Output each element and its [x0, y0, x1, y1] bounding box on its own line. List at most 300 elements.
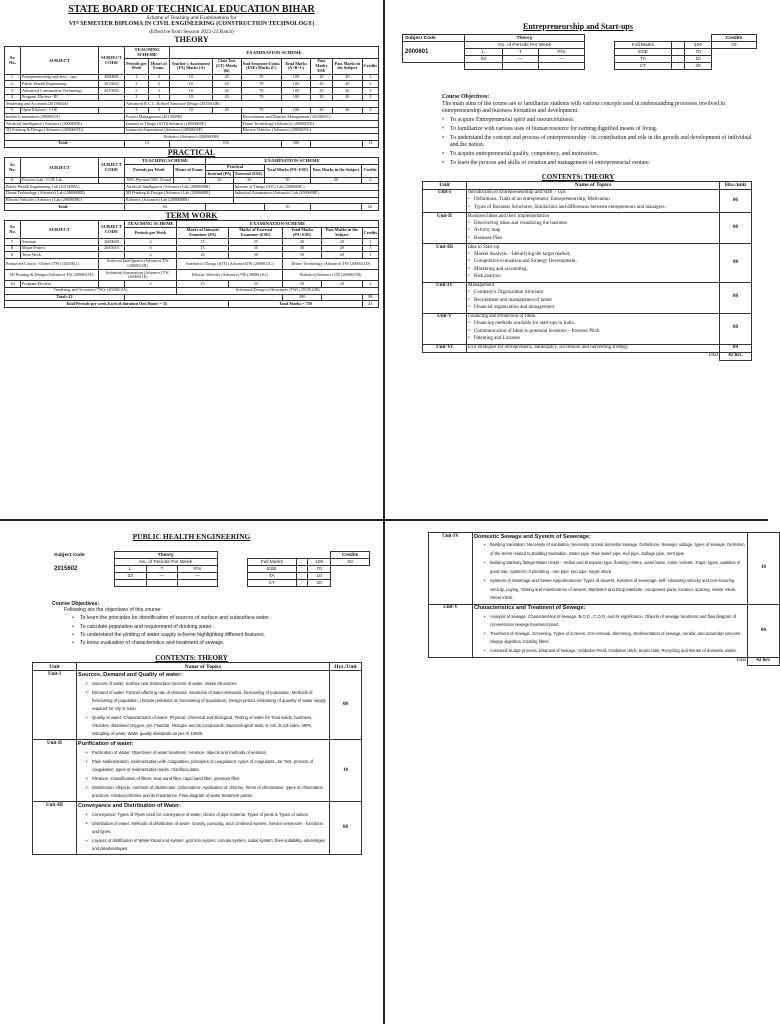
topic-item: • Conveyance: Types of Pipes used for conveyance of water, choice of pipe material, Types of joints & Types of valves.	[86, 811, 328, 819]
cell: 50	[265, 177, 311, 184]
cell: 10	[684, 56, 711, 63]
cell: 28	[310, 88, 332, 95]
cell: T	[147, 566, 178, 573]
col-sr: Sr. No.	[5, 220, 21, 238]
topic-item: • Business Plan	[468, 236, 718, 242]
cell: Advanced Design of Structures (TW) (2015612B)	[177, 287, 379, 294]
cell: 3D Printing & Design (Advance) (2000605G)	[5, 127, 125, 134]
cell: —	[147, 573, 178, 580]
cell: Electric Vehicles (Advance) (2000605G)	[241, 127, 378, 134]
contents-table	[422, 181, 752, 362]
session-text: (Effective from Session 2022-23 Batch)	[149, 28, 234, 35]
objective-item: • To learn the principles for identification of sources of surface and subsurface water.	[72, 615, 371, 621]
cell: 70	[241, 88, 281, 95]
cell: Total Marks = 750	[228, 301, 362, 308]
cell: 10	[170, 94, 212, 101]
cell: 24	[362, 301, 378, 308]
unit-lead: Management	[468, 283, 495, 289]
cell: TA	[247, 573, 296, 580]
unit-row	[33, 802, 362, 855]
col-subject: SUBJECT	[21, 46, 99, 74]
theory-heading: THEORY	[174, 34, 209, 44]
cell: 28	[310, 81, 332, 88]
sub-practical: Practical	[206, 164, 265, 171]
topic-item: • Disinfection: Objects, methods of disinfection, Chlorination- Application of chlorine, forms of chlorination, types of chlorination practices, residual chlorine and its importance, Flow diagram of water treatment plants.	[86, 784, 328, 800]
unit-lead: Financing and Protection of Ideas	[468, 314, 536, 320]
cell: 30	[233, 177, 264, 184]
cell: 3	[125, 81, 149, 88]
cell	[502, 63, 538, 70]
col-teaching: TEACHING SCHEME	[125, 157, 206, 164]
objective-item: • To understand the plotting of water supply scheme highlighting different features.	[72, 632, 371, 638]
cell: —	[538, 56, 585, 63]
topic-item: • Discovering ideas and visualizing the business	[468, 221, 718, 227]
col-exam: EXAMINATION-SCHEME	[170, 46, 379, 58]
sub-pass-ese: Pass Marks ESE	[310, 58, 332, 74]
total-hours: 42 hrs.	[748, 657, 780, 665]
scheme-subtitle: Scheme of Teaching and Examinations for	[146, 15, 237, 21]
cell: 3	[125, 94, 149, 101]
table-row	[5, 239, 379, 246]
cell: 1	[362, 252, 378, 259]
public-health-page-2	[392, 526, 771, 1020]
topic-item: • Treatment of Sewage: Screening, Types of screens, Grit removal, Skimming, Sedimentation of sewage, Aerobic and anaerobic process, Sludge digestion, trickling filters	[484, 630, 746, 646]
cell: 20	[212, 107, 241, 114]
cell: 20	[321, 281, 362, 288]
cell: 35	[228, 281, 282, 288]
cell	[99, 177, 125, 184]
credits-label: Credits	[712, 35, 757, 42]
unit-row	[423, 244, 752, 282]
vertical-divider	[383, 0, 385, 1024]
cell: Program Elective	[21, 281, 99, 288]
topic-item: • Building Sanitary fittings-Water closet – Indian and European type, flushing cistern, wash basin, sinks, Urinals. Traps- types, qualities of good trap. Systems of plumbing - one pipe, two pipe, single stack.	[484, 559, 746, 576]
unit-hours: 06	[748, 604, 780, 657]
table-row	[5, 287, 379, 294]
topic-item: • Patenting and Licenses	[468, 336, 718, 342]
sub-pass: Pass Marks in the Subject	[311, 164, 362, 177]
unit-label: Unit-I	[33, 671, 77, 740]
cell: 30	[228, 252, 282, 259]
topic-item: • Types of Business Structures, Similarities and differences between entrepreneurs and managers.	[468, 205, 718, 211]
table-row	[5, 88, 379, 95]
cell: 6	[125, 245, 177, 252]
table-row	[5, 281, 379, 288]
cell: Advanced Construction Technology	[21, 88, 99, 95]
cell: 28	[310, 107, 332, 114]
unit-row	[429, 533, 780, 605]
cell: 3	[148, 81, 169, 88]
unit-lead: Business Ideas and their implementation	[468, 213, 550, 219]
cell: Total: -	[5, 140, 125, 147]
topic-item: • Recruitment and management of talent	[468, 298, 718, 304]
sub-external: External (ESE)	[235, 170, 263, 176]
practical-heading: PRACTICAL	[167, 147, 216, 157]
cell: 3	[362, 81, 378, 88]
cell: 5.	[5, 107, 21, 114]
topic-item: • Quality of water: Characteristics of water- Physical, Chemical and Biological, Testing of water for Total solids, hardness, chlorides, dissolved Oxygen, pH, Fluoride, Nitrogen and its compounds, Bacteriological tests, E coli, B coli index, MPN. Sampling of water, Water quality standards as per IS 10500.	[86, 714, 328, 738]
cell: —	[177, 573, 217, 580]
objective-item: • To learn the process and skills of creation and management of entrepreneurial venture.	[442, 160, 756, 167]
cell: Drone Technology (Advance) (2000605D)	[241, 121, 378, 128]
cell: Seminar	[21, 239, 99, 246]
sub-periods: Periods per Week	[125, 58, 149, 74]
cell: Primavera Course / Others (TW) (2045611)	[5, 258, 99, 269]
cell: 9.	[5, 252, 21, 259]
cell: Project Management (2015605B)	[125, 114, 242, 121]
unit-hours: 10	[748, 533, 780, 605]
unit-row	[423, 213, 752, 244]
credits-value: 03	[331, 559, 370, 566]
unit-row	[423, 282, 752, 313]
unit-row	[33, 671, 362, 740]
unit-label: Unit-IV	[429, 533, 473, 605]
cell: Tendering and Accounts (2015604A)	[5, 101, 125, 108]
cell: 50	[283, 252, 321, 259]
topic-item: • Financing methods available for start-ups in India	[468, 321, 718, 327]
cell: 15	[125, 140, 170, 147]
objective-item: • To know evaluation of characteristics and treatment of sewage.	[72, 640, 371, 646]
sub-ta: Teacher's Assessment (TA) Marks (A)	[170, 58, 212, 74]
cell: 2.	[5, 81, 21, 88]
cell: Internet of Things (IOT) (Advance)TW (2000611C)	[177, 258, 283, 269]
horizontal-divider	[0, 519, 768, 521]
cell: 500	[282, 140, 311, 147]
cell: 2	[362, 239, 378, 246]
cell: 200	[283, 294, 321, 301]
col-subject: SUBJECT	[21, 220, 99, 238]
col-teaching: TEACHING SCHEME	[125, 46, 170, 58]
cell: 20	[212, 81, 241, 88]
cell: 10	[170, 107, 212, 114]
cell: 3	[125, 74, 149, 81]
cell: Total:-12	[5, 294, 125, 301]
public-health-page	[4, 526, 379, 1020]
cell: 3D Printing & Design (Advance) Lab (2000608E)	[125, 190, 234, 197]
unit-row	[423, 189, 752, 213]
cell: T	[502, 49, 538, 56]
cell: 20	[321, 239, 362, 246]
cell: 40	[332, 74, 362, 81]
table-row	[5, 197, 379, 204]
cell: 50% Physical 50% Virtual	[125, 177, 174, 184]
cell	[147, 580, 178, 587]
contents-heading: CONTENTS: THEORY	[155, 654, 228, 663]
cell: ESE	[615, 49, 672, 56]
cell: CT	[247, 580, 296, 587]
col-topics: Name of Topics	[467, 181, 720, 189]
table-row	[5, 258, 379, 269]
cell: :	[296, 573, 307, 580]
unit-hours: 08	[330, 671, 362, 740]
cell: 2015602	[99, 81, 125, 88]
topic-item: • Marketing and accounting,	[468, 267, 718, 273]
cell: 2	[362, 281, 378, 288]
topic-item: • Filtration -Classification of filters: slow sand filter, rapid sand filter, pressure filter.	[86, 775, 328, 783]
cell: 10	[308, 573, 331, 580]
topic-item: • Layouts of distribution of Water-Dead end system, grid iron system, circular system, radial system; their suitability, advantages and disadvantages.	[86, 837, 328, 853]
subject-title: PUBLIC HEALTH ENGINEERING	[132, 532, 251, 541]
board-title: STATE BOARD OF TECHNICAL EDUCATION BIHAR	[68, 4, 315, 15]
cell: 10	[170, 81, 212, 88]
cell: 15	[177, 245, 229, 252]
col-hrs: Hrs./unit	[720, 181, 752, 189]
objective-item: • To acquire Entrepreneurial spirit and resourcefulness.	[442, 117, 756, 124]
cell: Environment and Disaster Management (2015605C)	[241, 114, 378, 121]
cell: L	[465, 49, 503, 56]
periods-label: No. of Periods Per Week	[465, 42, 585, 49]
cell: 28	[310, 74, 332, 81]
objectives-title: Course Objectives:	[442, 94, 490, 100]
objective-item: • To understand the concept and process of entrepreneurship - its contribution and role in the growth and development of individual and the nation.	[442, 135, 756, 149]
col-sr: Sr. No.	[5, 157, 21, 177]
unit-label: Unit-V	[429, 604, 473, 657]
full-marks-label: Full Marks	[615, 42, 672, 49]
cell: Public Health Engineering Lab (2015608A)	[5, 184, 125, 191]
cell: 40	[332, 94, 362, 101]
topic-item: • Company's Organization Structure	[468, 290, 718, 296]
col-code: SUBJECT CODE	[99, 157, 125, 177]
unit-hours: 10	[330, 740, 362, 802]
table-row	[5, 252, 379, 259]
scheme-page	[4, 4, 379, 514]
cell: :	[296, 566, 307, 573]
cell: :	[671, 49, 684, 56]
cell	[99, 94, 125, 101]
cell: 70	[241, 107, 281, 114]
cell: 2045610	[99, 245, 125, 252]
table-row	[5, 101, 379, 108]
col-code: SUBJECT CODE	[99, 46, 125, 74]
cell: Internet of Things (IOT) Lab (2000608C)	[233, 184, 378, 191]
cell: TA	[615, 56, 672, 63]
col-sr: Sr. No.	[5, 46, 21, 74]
table-row	[5, 134, 379, 141]
cell: 3	[125, 88, 149, 95]
unit-hours: 08	[720, 313, 752, 344]
sub-pass-subject: Pass Marks in the Subject	[332, 58, 362, 74]
total-row	[5, 294, 379, 301]
unit-label: Unit-III	[423, 244, 467, 282]
course-objectives	[52, 601, 371, 646]
objectives-title: Course Objectives:	[52, 601, 100, 607]
total-row	[5, 204, 379, 211]
col-code: SUBJECT CODE	[99, 220, 125, 238]
unit-hours: 08	[720, 213, 752, 244]
cell: 2000609	[99, 239, 125, 246]
table-row	[5, 81, 379, 88]
cell: 350	[170, 140, 282, 147]
cell: 4	[125, 281, 177, 288]
practical-table	[4, 157, 379, 211]
code-label: Subject Code	[403, 35, 465, 42]
cell: :	[671, 63, 684, 70]
unit-hours: 08	[720, 282, 752, 313]
cell: Internet of Things (IOT)(Advance) (2000605F)	[125, 121, 242, 128]
cell: P/S	[538, 49, 585, 56]
cell: Total: -	[5, 204, 125, 211]
cell	[233, 197, 378, 204]
contents-table	[32, 662, 362, 855]
sub-credits: Credits	[362, 58, 378, 74]
cell: 7.	[5, 239, 21, 246]
table-row	[5, 190, 379, 197]
cell: 10	[5, 281, 21, 288]
cell: 50	[265, 204, 311, 211]
objective-item: • To acquire entrepreneurial quality, competency, and motivation.	[442, 151, 756, 158]
full-marks-value: 100	[684, 42, 711, 49]
cell: Industrial Automation (Advance) Lab (2000608F)	[233, 190, 378, 197]
subject-code: 2015602	[54, 566, 78, 572]
table-row	[5, 94, 379, 101]
table-row	[5, 74, 379, 81]
table-row	[5, 107, 379, 114]
sub-credits: Credits	[362, 164, 379, 177]
cell: Robotics(Advance) TW (2000611H)	[283, 270, 379, 281]
cell: 28	[310, 94, 332, 101]
unit-lead: Characteristics and Treatment of Sewage:	[474, 605, 586, 612]
cell: 3	[362, 94, 378, 101]
col-subject: SUBJECT	[21, 157, 99, 177]
cell: Public Health Engineering	[21, 81, 99, 88]
cell: Industrial Automation (Advance) TW (2000611F)	[99, 270, 177, 281]
sub-hours: Hours of Exam.	[173, 164, 205, 177]
col-teaching: TEACHING SCHEME	[125, 220, 177, 227]
entrepreneurship-page	[392, 4, 764, 514]
cell: 50	[283, 239, 321, 246]
full-marks-label: Full Marks	[247, 559, 296, 566]
topic-item: • Financial organization and management	[468, 305, 718, 311]
sub-pass: Pass Marks in the Subject	[321, 227, 362, 238]
topic-item: • Sources of water: Surface and Subsurface sources of water, Intake Structures.	[86, 680, 328, 688]
cell: 8.	[5, 245, 21, 252]
theory-label: Theory	[114, 552, 217, 559]
topic-item: • Analysis of sewage: Characteristics of sewage, B.O.D., C.O.D. and its significance, Objects of sewage treatment and flow diagram of conventional sewage treatment plant.	[484, 613, 746, 629]
sub-hours: Hours of Exam.	[148, 58, 169, 74]
termwork-table	[4, 220, 379, 308]
cell: 2	[125, 252, 177, 259]
cell: 2	[362, 177, 379, 184]
unit-label: Unit-V	[423, 313, 467, 344]
cell: 3	[148, 107, 169, 114]
cell: 40	[332, 81, 362, 88]
unit-lead: Sources, Demand and Quality of water:	[78, 671, 183, 678]
cell: 3	[148, 74, 169, 81]
table-row	[5, 127, 379, 134]
cell: 20	[212, 88, 241, 95]
cell: 3	[148, 94, 169, 101]
cell: 70	[241, 94, 281, 101]
total-label: Total	[707, 353, 718, 359]
code-label: Subject Code	[54, 552, 85, 558]
periods-label: No. of Periods Per Week	[114, 559, 217, 566]
cell: 35	[228, 239, 282, 246]
cell: 20	[311, 177, 362, 184]
cell: Major Project	[21, 245, 99, 252]
grand-total-row	[5, 301, 379, 308]
cell: 08	[362, 294, 378, 301]
sub-periods: Periods per Week	[125, 164, 174, 177]
cell: 100	[282, 74, 311, 81]
topic-item: • Demand of water: Factors affecting rate of demand, Variations of water demands, forecasting of population, Methods of forecasting of population, (Simple problems on forecasting of population), Design period, estimating of quantity of water supply required for city or town.	[86, 689, 328, 713]
cell: Electric Vehicles (Advance) TW (2000611G)	[177, 270, 283, 281]
cell: Tendering and Accounts (TW)- (2045612A)	[5, 287, 177, 294]
course-objectives	[442, 94, 756, 167]
total-label: Total	[735, 658, 746, 664]
cell	[99, 252, 125, 259]
cell: 3	[362, 88, 378, 95]
credits-label: Credits	[331, 552, 370, 559]
theory-table	[4, 46, 379, 148]
cell	[99, 281, 125, 288]
unit-hours: 06	[720, 189, 752, 213]
topic-item: • Risk analysis	[468, 274, 718, 280]
col-hrs: Hrs./Unit	[330, 663, 362, 671]
topic-item: • Market Analysis – Identifying the target market,	[468, 252, 718, 258]
cell	[538, 63, 585, 70]
cell: Term Work	[21, 252, 99, 259]
table-row	[5, 177, 379, 184]
cell: 3	[148, 88, 169, 95]
cell: 20	[321, 245, 362, 252]
cell: 3.	[5, 88, 21, 95]
cell: 40	[332, 88, 362, 95]
cell: 70	[241, 81, 281, 88]
cell: L	[114, 566, 147, 573]
col-topics: Name of Topics	[77, 663, 330, 671]
cell: CT	[615, 63, 672, 70]
cell: Advanced R.C.C. & Steel Structure Design (2015604B)	[125, 101, 379, 108]
objective-item: • To calculate population and requirement of drinking water.	[72, 624, 371, 630]
termwork-heading: TERM WORK	[165, 210, 218, 220]
col-exam: EXAMINATION-SCHEME	[177, 220, 379, 227]
contents-table-continued	[428, 532, 780, 666]
subject-code-table: Subject Code Theory Credits 2000601 No. of Periods Per Week Full Marks : 100 03 L T P/S ESE : 70 03 — — TA : 10 CT : 20	[402, 34, 757, 70]
subject-code: 2000601	[403, 42, 465, 63]
cell: 70	[684, 49, 711, 56]
cell: 100	[282, 81, 311, 88]
cell: 2	[362, 107, 378, 114]
unit-label: Unit-III	[33, 802, 77, 855]
col-exam: EXAMINATION-SCHEME	[206, 157, 379, 164]
cell: 70	[241, 74, 281, 81]
cell: 4	[125, 239, 177, 246]
cell: 40	[332, 107, 362, 114]
sub-total: Total Marks (PA+ESE)	[283, 227, 321, 238]
cell	[177, 580, 217, 587]
topic-item: • Competition evaluation and Strategy Development,	[468, 259, 718, 265]
col-unit: Unit	[33, 663, 77, 671]
unit-row	[429, 604, 780, 657]
cell: ESE	[247, 566, 296, 573]
sub-internal: Marks of Internal Examiner (PA)	[177, 227, 229, 238]
objectives-intro: The main aims of the course are to familiarize students with various concepts used in understanding processes involved in entrepreneurship and business formation and development.	[442, 100, 726, 114]
theory-label: Theory	[465, 35, 585, 42]
cell: 20	[212, 74, 241, 81]
sub-external: Marks of External Examiner (ESE)	[228, 227, 282, 238]
cell: 03	[465, 56, 503, 63]
unit-label: Unit-IV	[423, 282, 467, 313]
topic-item: • Purification of Water: Objectives of water treatment, Aeration- objects and methods of aeration.	[86, 749, 328, 757]
cell: 15	[177, 239, 229, 246]
sub-periods: Periods per Week	[125, 227, 177, 238]
cell: :	[671, 56, 684, 63]
cell: Indian Constitution (2000605A)	[5, 114, 125, 121]
total-row	[429, 657, 780, 665]
cell: Drone Technology (Advance) TW (2000611D)	[283, 258, 379, 269]
topic-item: • Systems of Sewerage and Sewer Appurtenances: Types of Sewers, Systems of sewerage, self- cleansing velocity and non-scouring velocity, Laying, Testing and maintenance of sewers, Manholes and Drop Manhole- component parts, location, spacing, Sewer Inlets, Street inlets.	[484, 577, 746, 602]
unit-hours: 08	[330, 802, 362, 855]
